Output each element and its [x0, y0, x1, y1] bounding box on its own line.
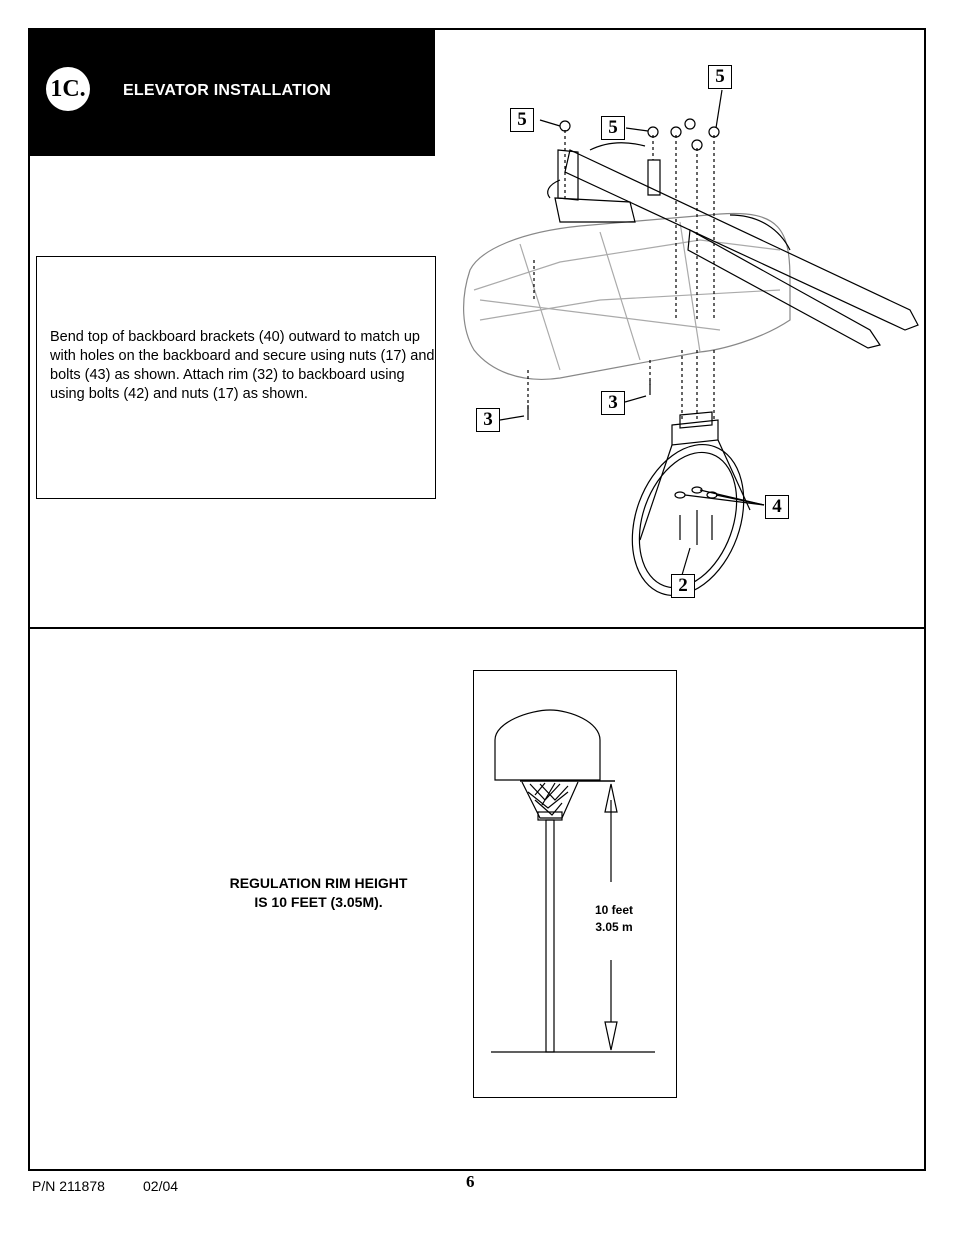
callout-3-right — [601, 391, 625, 415]
instructions-text: Bend top of backboard brackets (40) outward to match up with holes on the backboard and secure using nuts (17) and bolts (43) as shown. Attach rim (32) to backboard using using bolts (42) and nuts (17) as shown. — [50, 329, 435, 402]
callout-5-upper-right — [708, 65, 732, 89]
callout-label: 2 — [678, 575, 688, 596]
regulation-note — [196, 874, 441, 912]
step-title: ELEVATOR INSTALLATION — [123, 82, 332, 99]
part-number: P/N 211878 — [32, 1178, 105, 1194]
hoop-height-illustration — [474, 671, 676, 1097]
regulation-line-1: REGULATION RIM HEIGHT — [229, 875, 408, 891]
callout-label: 3 — [608, 392, 618, 413]
height-feet: 10 feet — [594, 903, 634, 917]
callout-label: 5 — [608, 117, 618, 138]
callout-label: 5 — [517, 109, 527, 130]
assembly-illustration — [440, 50, 930, 620]
callout-label: 5 — [715, 66, 725, 87]
callout-5-middle — [601, 116, 625, 140]
regulation-line-2: IS 10 FEET (3.05M). — [254, 894, 383, 910]
revision-date: 02/04 — [143, 1178, 179, 1194]
step-number: 1C. — [50, 75, 86, 102]
page-number: 6 — [466, 1172, 475, 1191]
callout-label: 4 — [772, 496, 782, 517]
callout-3-left — [476, 408, 500, 432]
callout-5-left — [510, 108, 534, 132]
callout-label: 3 — [483, 409, 493, 430]
height-meters: 3.05 m — [595, 920, 633, 934]
step-number-badge — [46, 67, 90, 111]
callout-4 — [765, 495, 789, 519]
callout-2 — [671, 574, 695, 598]
height-label — [582, 902, 646, 936]
panel-separator — [28, 627, 926, 629]
